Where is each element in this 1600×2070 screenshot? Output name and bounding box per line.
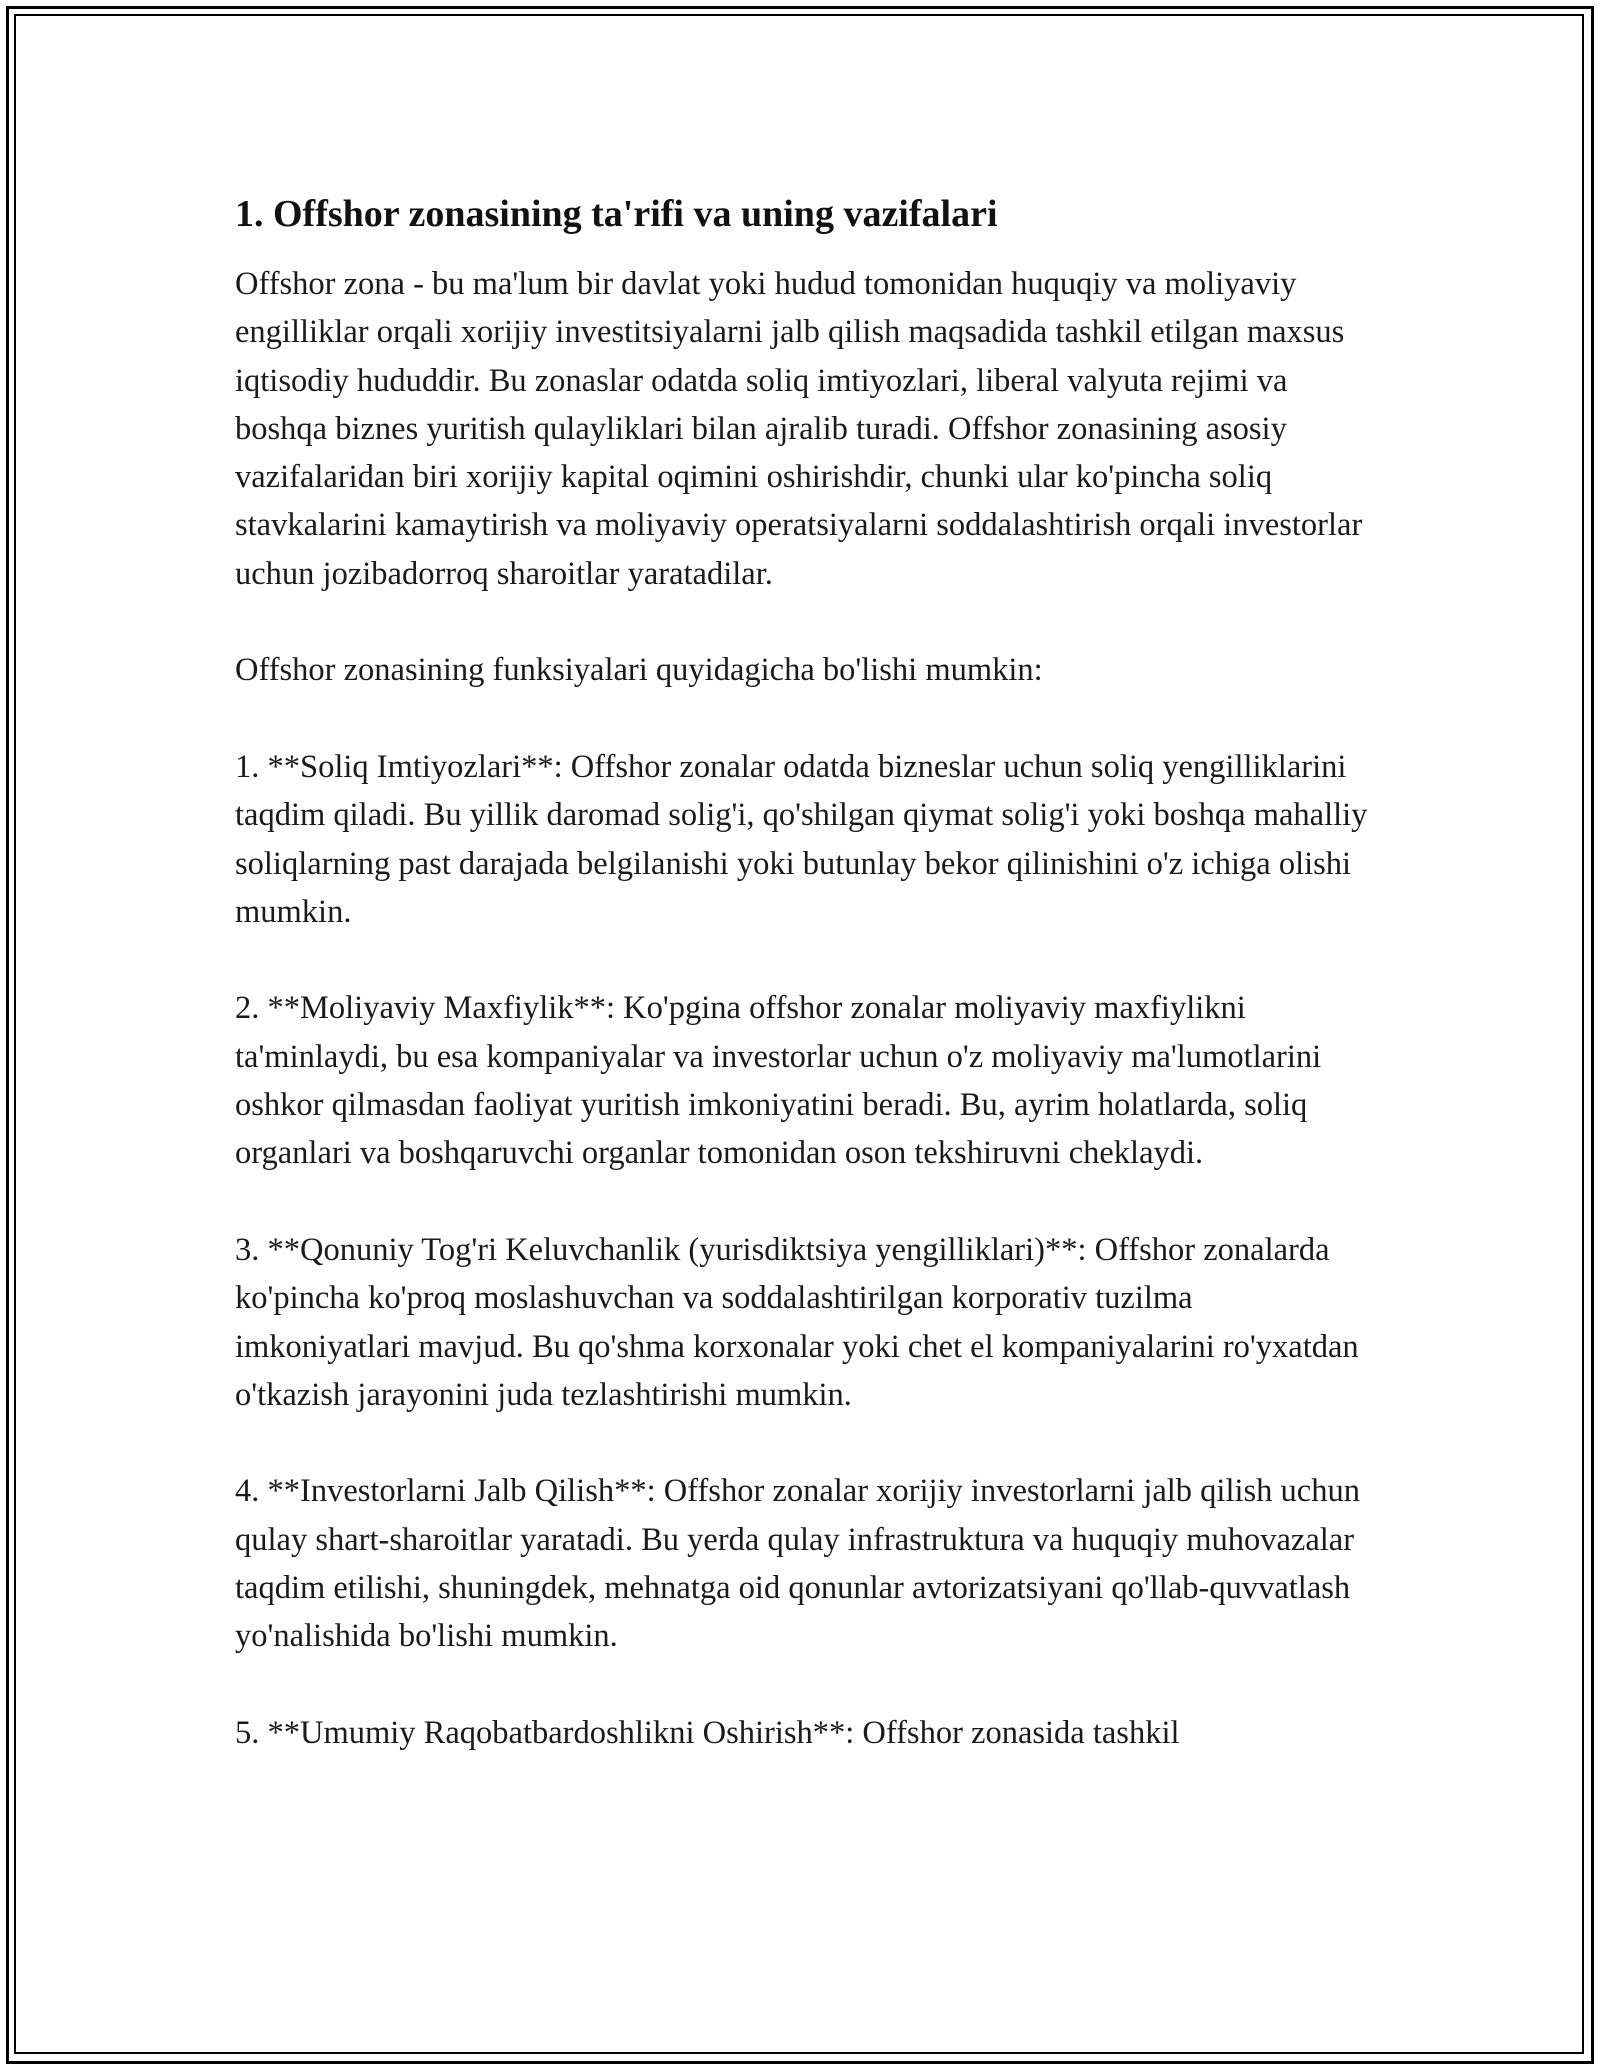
list-item-financial-privacy: 2. **Moliyaviy Maxfiylik**: Ko'pgina offshor zonalar moliyaviy maxfiylikni ta'minlaydi, bu esa kompaniyalar va investorlar uchun o'z moliyaviy ma'lumotlarini oshkor qilmasdan faoliyat yuritish imkoniyatini beradi. Bu, ayrim holatlarda, soliq organlari va boshqaruvchi organlar tomonidan oson tekshiruvni cheklaydi. (235, 990, 1322, 1172)
list-item-tax-benefits: 1. **Soliq Imtiyozlari**: Offshor zonalar odatda bizneslar uchun soliq yengilliklarini taqdim qiladi. Bu yillik daromad solig'i, qo'shilgan qiymat solig'i yoki boshqa mahalliy soliqlarning past darajada belgilanishi yoki butunlay bekor qilinishini o'z ichiga olishi mumkin. (235, 748, 1368, 930)
list-item-competitiveness: 5. **Umumiy Raqobatbardoshlikni Oshirish**: Offshor zonasida tashkil (235, 1714, 1180, 1751)
intro-paragraph: Offshor zona - bu ma'lum bir davlat yoki hudud tomonidan huquqiy va moliyaviy engilliklar orqali xorijiy investitsiyalarni jalb qilish maqsadida tashkil etilgan maxsus iqtisodiy hududdir. Bu zonaslar odatda soliq imtiyozlari, liberal valyuta rejimi va boshqa biznes yuritish qulayliklari bilan ajralib turadi. Offshor zonasining asosiy vazifalaridan biri xorijiy kapital oqimini oshirishdir, chunki ular ko'pincha soliq stavkalarini kamaytirish va moliyaviy operatsiyalarni soddalashtirish orqali investorlar uchun jozibadorroq sharoitlar yaratadilar. (235, 266, 1363, 592)
list-item-investor-attraction: 4. **Investorlarni Jalb Qilish**: Offshor zonalar xorijiy investorlarni jalb qilish uchun qulay shart-sharoitlar yaratadi. Bu yerda qulay infrastruktura va huquqiy muhovazalar taqdim etilishi, shuningdek, mehnatga oid qonunlar avtorizatsiyani qo'llab-quvvatlash yo'nalishida bo'lishi mumkin. (235, 1473, 1360, 1655)
list-item-legal-flexibility: 3. **Qonuniy Tog'ri Keluvchanlik (yurisdiktsiya yengilliklari)**: Offshor zonalarda ko'pincha ko'proq moslashuvchan va soddalashtirilgan korporativ tuzilma imkoniyatlari mavjud. Bu qo'shma korxonalar yoki chet el kompaniyalarini ro'yxatdan o'tkazish jarayonini juda tezlashtirishi mumkin. (235, 1231, 1359, 1413)
section-heading: 1. Offshor zonasining ta'rifi va uning vazifalari (235, 193, 998, 235)
document-body (235, 188, 1375, 1757)
functions-intro-paragraph: Offshor zonasining funksiyalari quyidagicha bo'lishi mumkin: (235, 652, 1043, 689)
